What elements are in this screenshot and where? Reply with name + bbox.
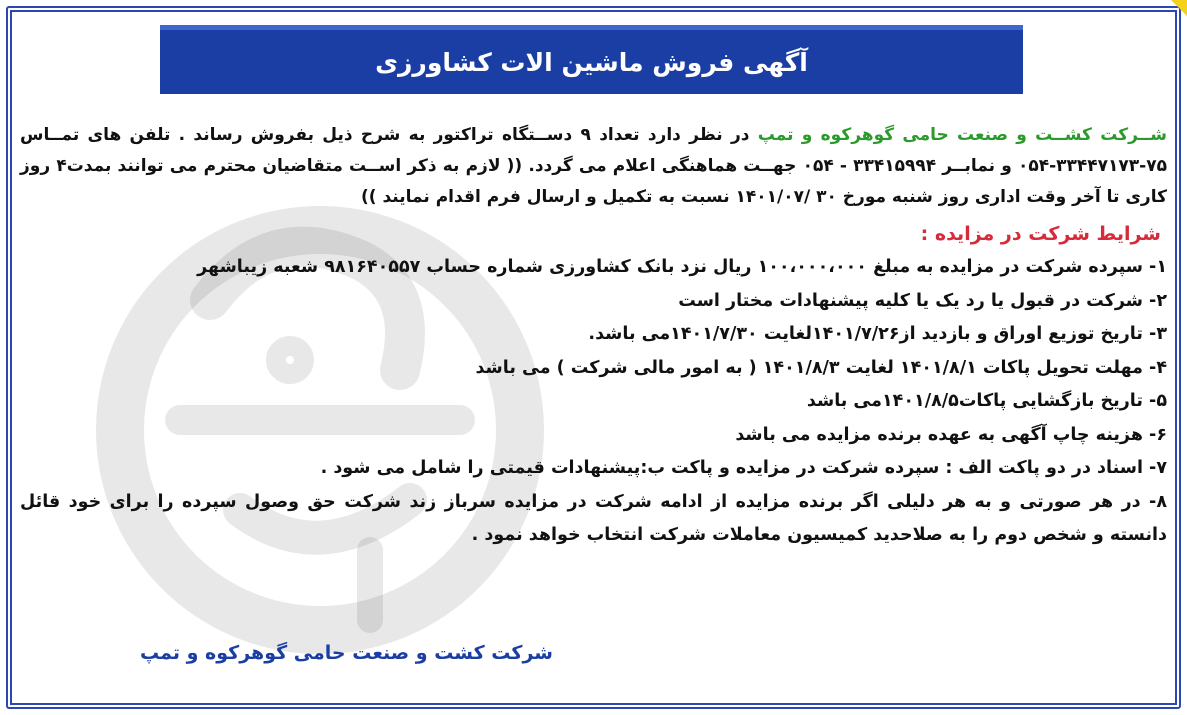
condition-item: ۳- تاریخ توزیع اوراق و بازدید از۱۴۰۱/۷/۲۶لغایت ۱۴۰۱/۷/۳۰می باشد. bbox=[588, 324, 1167, 344]
condition-item: ۴- مهلت تحویل پاکات ۱۴۰۱/۸/۱ لغایت ۱۴۰۱/۸/۳ ( به امور مالی شرکت ) می باشد bbox=[475, 357, 1167, 378]
condition-item: ۷- اسناد در دو پاکت الف : سپرده شرکت در مزایده و پاکت ب:پیشنهادات قیمتی را شامل می شود . bbox=[320, 458, 1167, 478]
title-banner bbox=[160, 25, 1023, 94]
company-name-highlight: شــرکت کشــت و صنعت حامی گوهرکوه و تمپ bbox=[757, 125, 1167, 145]
ad-body bbox=[20, 120, 1167, 553]
condition-item: ۱- سپرده شرکت در مزایده به مبلغ ۱۰۰،۰۰۰،۰۰۰ ریال نزد بانک کشاورزی شماره حساب ۹۸۱۶۴۰۵۵۷ شعبه زیباشهر bbox=[197, 257, 1167, 277]
ad-title: آگهی فروش ماشین الات کشاورزی bbox=[375, 47, 808, 77]
condition-item: ۲- شرکت در قبول یا رد یک یا کلیه پیشنهادات مختار است bbox=[678, 290, 1167, 311]
condition-item: ۵- تاریخ بازگشایی پاکات۱۴۰۱/۸/۵می باشد bbox=[806, 391, 1167, 411]
conditions-list bbox=[20, 251, 1167, 553]
condition-item: ۶- هزینه چاپ آگهی به عهده برنده مزایده می باشد bbox=[735, 424, 1167, 445]
intro-paragraph bbox=[20, 120, 1167, 213]
conditions-title: شرایط شرکت در مزایده : bbox=[920, 223, 1161, 245]
company-signature: شرکت کشت و صنعت حامی گوهرکوه و تمپ bbox=[140, 642, 553, 664]
intro-text: در نظر دارد تعداد ۹ دســتگاه تراکتور به شرح ذیل بفروش رساند . تلفن های تمــاس ۷۵-۳۳۴۴۷۱۷۳-۰۵۴ و نمابــر ۳۳۴۱۵۹۹۴ - ۰۵۴ جهــت هماهنگی اعلام می گردد. (( لازم به ذکر اســت متقاضیان محترم می توانند بمدت۴ روز کاری تا آخر وقت اداری روز شنبه مورخ ۳۰ /۱۴۰۱/۰۷ نسبت به تکمیل و ارسال فرم اقدام نمایند )) bbox=[20, 125, 1167, 207]
corner-triangle bbox=[1171, 0, 1187, 16]
condition-item: ۸- در هر صورتی و به هر دلیلی اگر برنده مزایده از ادامه شرکت در مزایده سرباز زند شرکت حق وصول سپرده را برای خود قائل دانسته و شخص دوم را به صلاحدید کمیسیون معاملات شرکت انتخاب خواهد نمود . bbox=[20, 491, 1167, 545]
